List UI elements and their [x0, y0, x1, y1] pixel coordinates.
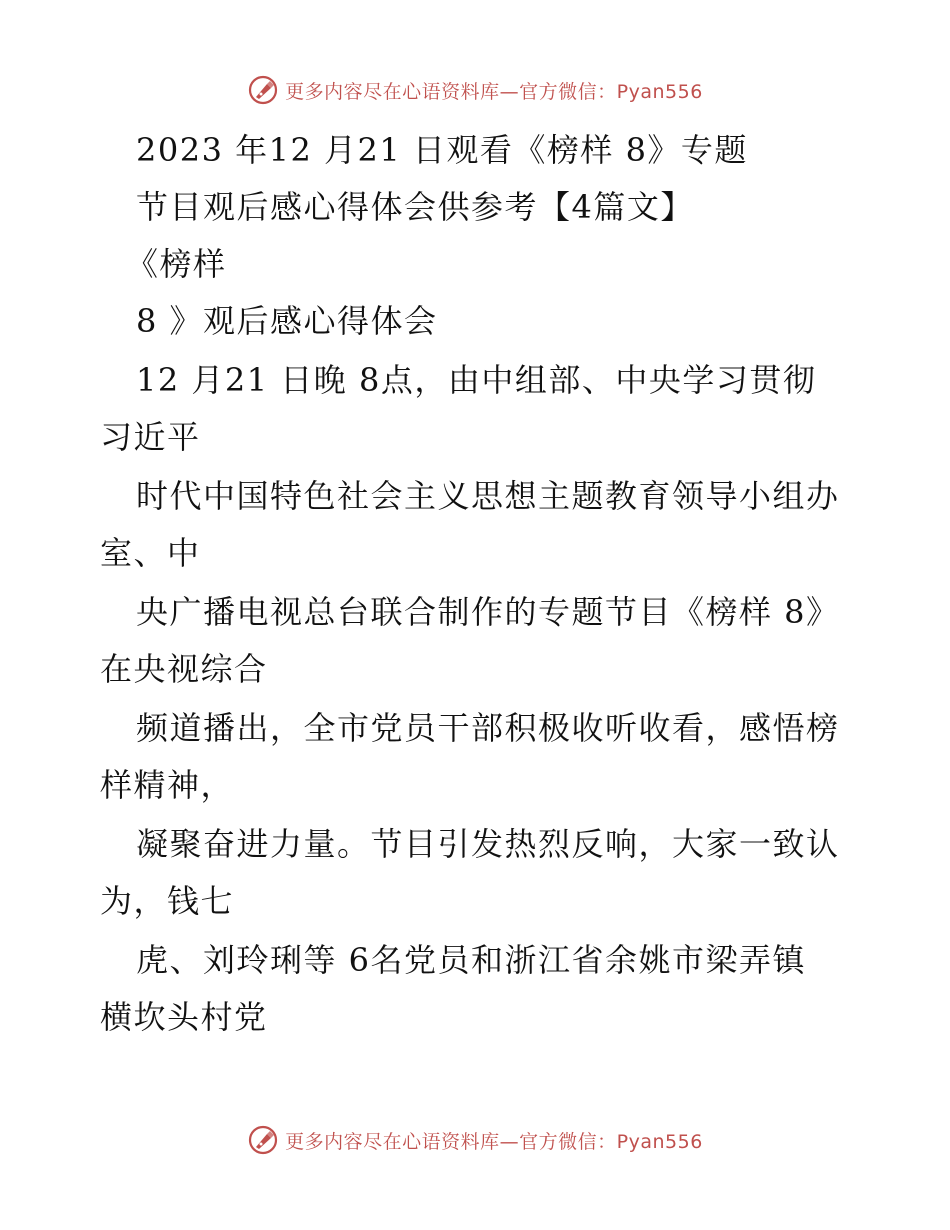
paragraph-line: 样精神，: [100, 766, 235, 804]
paragraph-line: 横坎头村党: [100, 998, 268, 1036]
pen-nib-logo: [247, 1124, 279, 1156]
header-watermark: [0, 70, 950, 110]
footer-watermark: [0, 1120, 950, 1160]
watermark-text: 更多内容尽在心语资料库—官方微信：Pyan556: [285, 1130, 703, 1153]
paragraph-line: 凝聚奋进力量。节目引发热烈反响，大家一致认: [136, 825, 840, 863]
paragraph-line: 频道播出，全市党员干部积极收听收看，感悟榜: [136, 709, 840, 747]
paragraph-line: 习近平: [100, 418, 201, 456]
paragraph-line: 时代中国特色社会主义思想主题教育领导小组办: [136, 477, 840, 515]
doc-title-line-1: 2023 年12 月21 日观看《榜样 8》专题: [136, 131, 748, 169]
doc-title-line-2: 节目观后感心得体会供参考【4篇文】: [136, 188, 694, 226]
paragraph-line: 虎、刘玲琍等 6名党员和浙江省余姚市梁弄镇: [136, 941, 807, 979]
paragraph-line: 室、中: [100, 534, 201, 572]
paragraph-line: 央广播电视总台联合制作的专题节目《榜样 8》: [136, 593, 840, 631]
watermark-text: 更多内容尽在心语资料库—官方微信：Pyan556: [285, 80, 703, 103]
section-title-line-2: 8 》观后感心得体会: [136, 302, 438, 340]
paragraph-line: 在央视综合: [100, 650, 268, 688]
paragraph-line: 为，钱七: [100, 882, 235, 920]
pen-nib-logo: [247, 74, 279, 106]
paragraph-line: 12 月21 日晚 8点，由中组部、中央学习贯彻: [136, 361, 817, 399]
section-title-line-1: 《榜样: [126, 245, 227, 283]
